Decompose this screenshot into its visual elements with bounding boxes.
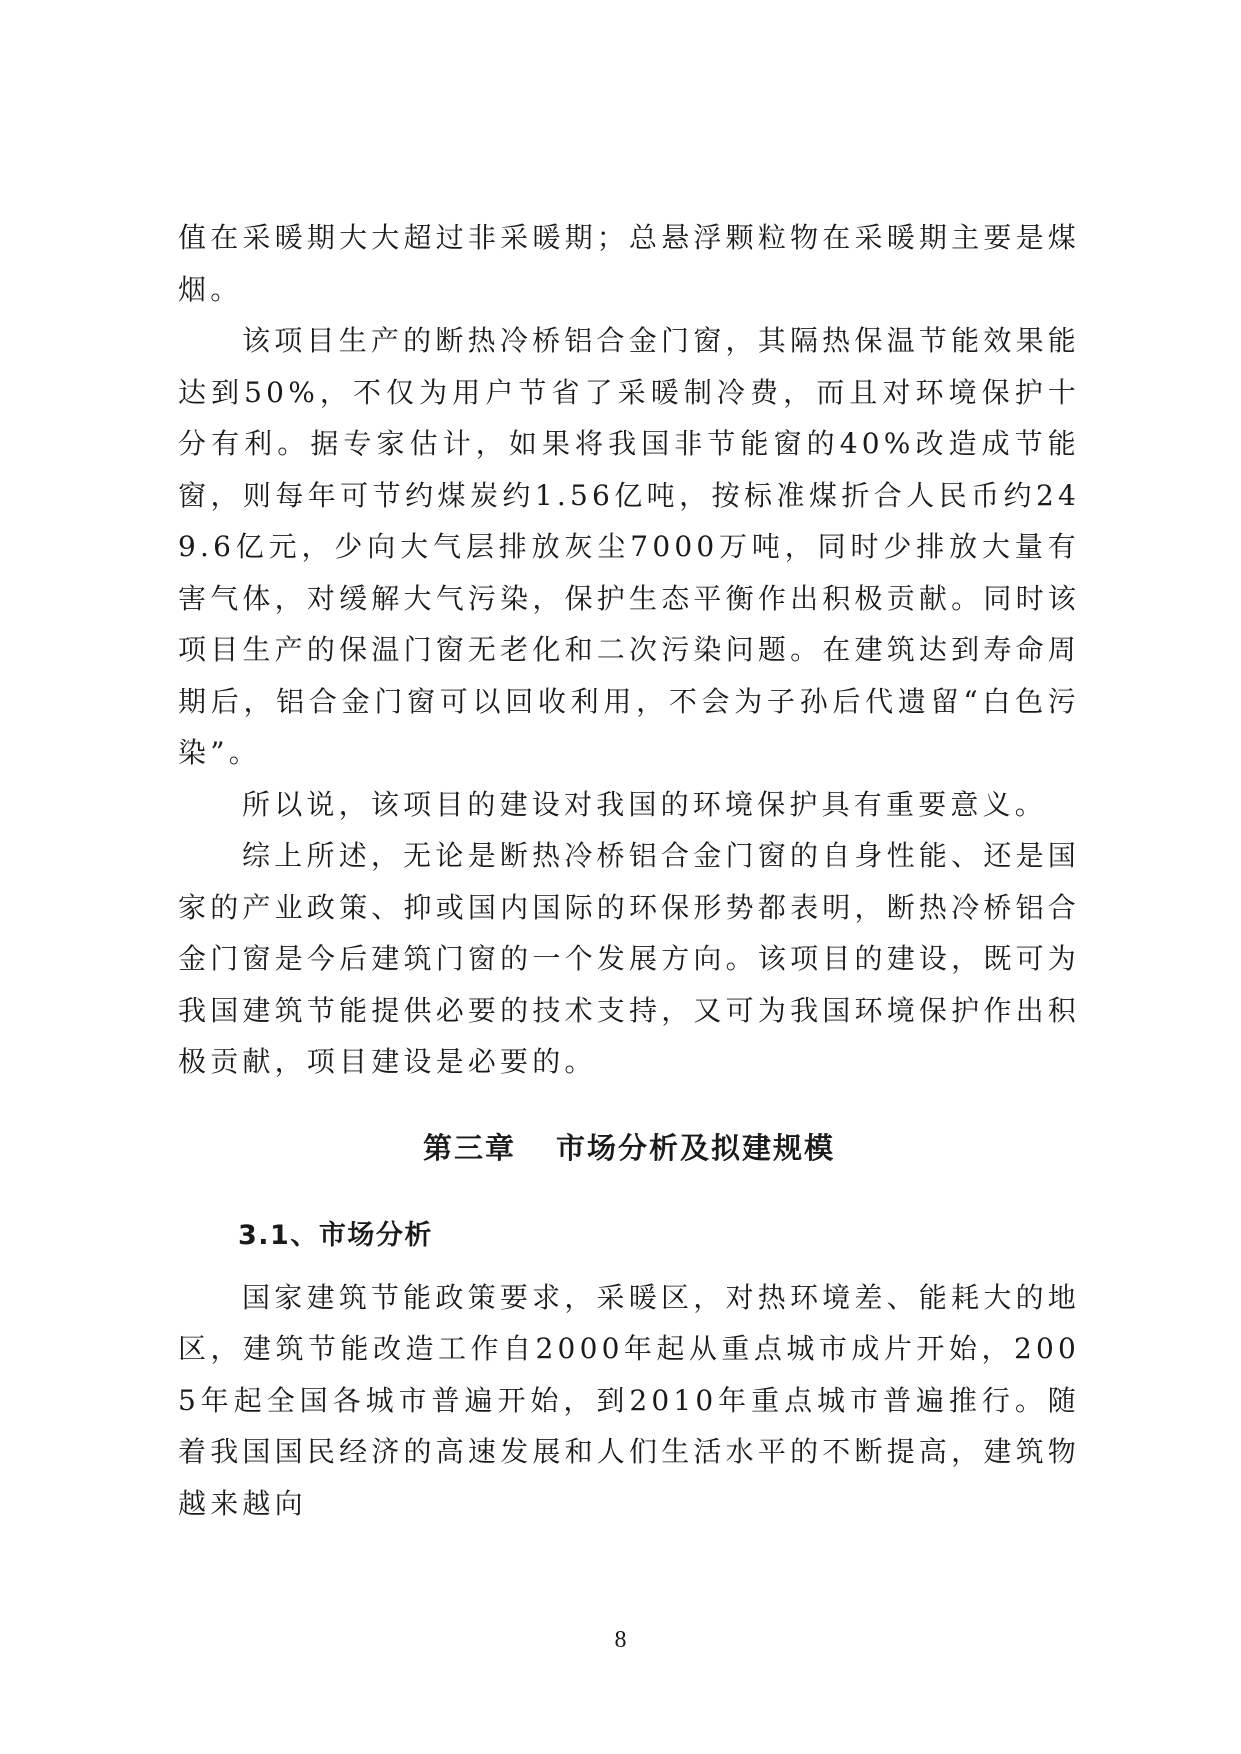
section-heading: 3.1、市场分析 (238, 1219, 433, 1251)
paragraph-summary: 综上所述，无论是断热冷桥铝合金门窗的自身性能、还是国家的产业政策、抑或国内国际的环保形势都表明，断热冷桥铝合金门窗是今后建筑门窗的一个发展方向。该项目的建设，既可为我国建筑节能提供必要的技术支持，又可为我国环境保护作出积极贡献，项目建设是必要的。 (178, 839, 1080, 1078)
chapter-number: 第三章 (422, 1130, 516, 1165)
paragraph-energy-saving: 该项目生产的断热冷桥铝合金门窗，其隔热保温节能效果能达到50%，不仅为用户节省了采暖制冷费，而且对环境保护十分有利。据专家估计，如果将我国非节能窗的40%改造成节能窗，则每年可节约煤炭约1.56亿吨，按标准煤折合人民币约249.6亿元，少向大气层排放灰尘7000万吨，同时少排放大量有害气体，对缓解大气污染，保护生态平衡作出积极贡献。同时该项目生产的保温门窗无老化和二次污染问题。在建筑达到寿命周期后，铝合金门窗可以回收利用，不会为子孙后代遗留“白色污染”。 (178, 324, 1080, 769)
paragraph-market-policy: 国家建筑节能政策要求，采暖区，对热环境差、能耗大的地区，建筑节能改造工作自2000年起从重点城市成片开始，2005年起全国各城市普遍开始，到2010年重点城市普遍推行。随着我国国民经济的高速发展和人们生活水平的不断提高，建筑物越来越向 (178, 1280, 1080, 1520)
chapter-heading (178, 1120, 1080, 1176)
body-text (178, 212, 1080, 1529)
page-number: 8 (614, 1627, 627, 1653)
chapter-title: 市场分析及拟建规模 (556, 1130, 836, 1165)
paragraph-environment-significance: 所以说，该项目的建设对我国的环境保护具有重要意义。 (242, 787, 1048, 821)
paragraph-coal-smoke: 值在采暖期大大超过非采暖期；总悬浮颗粒物在采暖期主要是煤烟。 (178, 221, 1080, 306)
